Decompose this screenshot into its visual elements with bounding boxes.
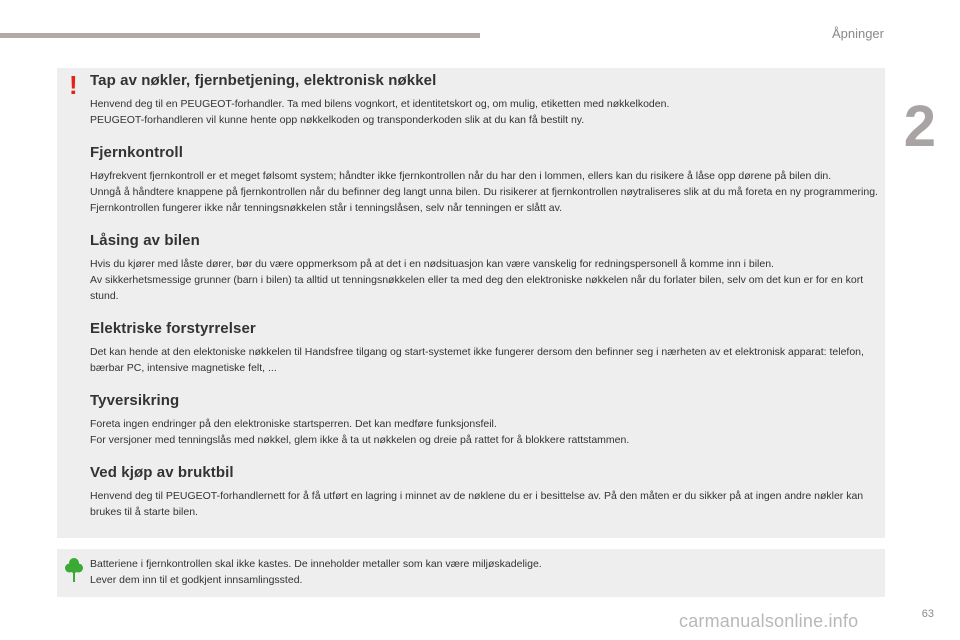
eco-text: [90, 556, 870, 588]
heading-lasing-av-bilen: Låsing av bilen: [90, 232, 200, 249]
leaf-icon: [65, 557, 83, 583]
header-rule: [0, 33, 480, 38]
heading-tyversikring: Tyversikring: [90, 392, 180, 409]
warning-content: [90, 72, 880, 520]
paragraph: Henvend deg til PEUGEOT-forhandlernett for å få utført en lagring i minnet av de nøklene du er i besittelse av. På den måten er du sikker på at ingen andre nøkler kan brukes til å starte bilen.: [90, 490, 864, 518]
chapter-number: 2: [903, 94, 936, 159]
warning-paragraph: Henvend deg til en PEUGEOT-forhandler. Ta med bilens vognkort, et identitetskort og, om mulig, etiketten med nøkkelkoden.: [90, 98, 670, 110]
paragraph: For versjoner med tenningslås med nøkkel, glem ikke å ta ut nøkkelen og dreie på rattet for å blokkere rattstammen.: [90, 434, 630, 446]
exclamation-icon: !: [69, 70, 78, 100]
paragraph: Fjernkontrollen fungerer ikke når tenningsnøkkelen står i tenningslåsen, selv når tenningen er slått av.: [90, 202, 562, 214]
warning-title: Tap av nøkler, fjernbetjening, elektronisk nøkkel: [90, 72, 437, 89]
paragraph: Høyfrekvent fjernkontroll er et meget følsomt system; håndter ikke fjernkontrollen når du har den i lommen, ellers kan du risikere å låse opp dørene på bilen din.: [90, 170, 832, 182]
paragraph: Av sikkerhetsmessige grunner (barn i bilen) ta alltid ut tenningsnøkkelen eller ta med deg den elektroniske nøkkelen når du forlater bilen, selv om det kun er for en kort stund.: [90, 274, 864, 302]
watermark: carmanualsonline.info: [679, 611, 859, 631]
warning-paragraph: PEUGEOT-forhandleren vil kunne hente opp nøkkelkoden og transponderkoden slik at du kan få bestilt ny.: [90, 114, 585, 126]
paragraph: Foreta ingen endringer på den elektroniske startsperren. Det kan medføre funksjonsfeil.: [90, 418, 497, 430]
eco-paragraph: Batteriene i fjernkontrollen skal ikke kastes. De inneholder metaller som kan være miljøskadelige.: [90, 558, 542, 570]
heading-elektriske-forstyrrelser: Elektriske forstyrrelser: [90, 320, 256, 337]
eco-note-box: [57, 549, 885, 597]
page-number: 63: [921, 608, 934, 620]
paragraph: Det kan hende at den elektoniske nøkkelen til Handsfree tilgang og start-systemet ikke fungerer dersom den befinner seg i nærheten av et elektronisk apparat: telefon, bærbar PC, intensive magnetiske felt, ...: [90, 346, 864, 374]
eco-paragraph: Lever dem inn til et godkjent innsamlingssted.: [90, 574, 303, 586]
heading-ved-kjop-av-bruktbil: Ved kjøp av bruktbil: [90, 464, 234, 481]
section-title: Åpninger: [831, 26, 884, 41]
heading-fjernkontroll: Fjernkontroll: [90, 144, 183, 161]
paragraph: Hvis du kjører med låste dører, bør du være oppmerksom på at det i en nødsituasjon kan være vanskelig for redningspersonell å komme inn i bilen.: [90, 258, 774, 270]
warning-box: [57, 68, 885, 538]
paragraph: Unngå å håndtere knappene på fjernkontrollen når du befinner deg langt unna bilen. Du risikerer at fjernkontrollen nøytraliseres slik at du må foreta en ny programmering.: [90, 186, 878, 198]
